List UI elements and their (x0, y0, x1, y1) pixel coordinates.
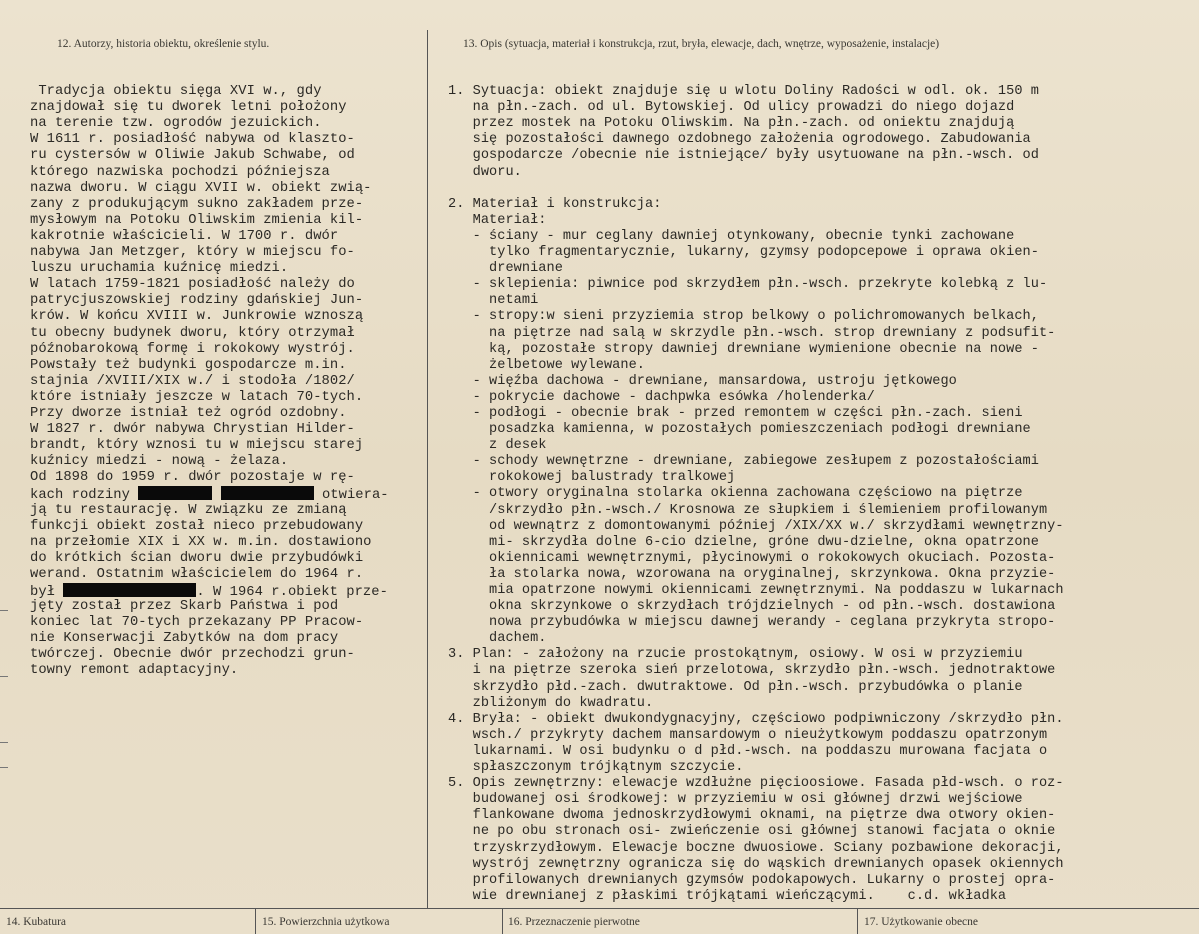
text-line: Od 1898 do 1959 r. dwór pozostaje w rę- (30, 470, 355, 486)
usable-area-label: 15. Powierzchnia użytkowa (262, 916, 390, 928)
text-line: mia opatrzone nowymi okiennicami zewnętrznymi. Na poddaszu w lukarnach (448, 583, 1064, 598)
text-fragment: . W 1964 r.obiekt prze- (196, 585, 388, 600)
edge-mark (0, 742, 8, 743)
column-divider (427, 30, 428, 908)
text-line: 4. Bryła: - obiekt dwukondygnacyjny, częściowo podpiwniczony /skrzydło płn. (448, 711, 1064, 727)
text-line: patrycjuszowskiej rodziny gdańskiej Jun- (30, 293, 364, 309)
text-line: Tradycja obiektu sięga XVI w., gdy (30, 84, 322, 100)
text-line: drewniane (448, 261, 563, 277)
text-line: gospodarcze /obecnie nie istniejące/ były usytuowane na płn.-wsch. od (448, 148, 1039, 164)
text-line: posadzka kamienna, w pozostałych pomieszczeniach podłogi drewniane (448, 422, 1031, 438)
text-line: 3. Plan: - założony na rzucie prostokątnym, osiowy. W osi w przyziemiu (448, 647, 1023, 663)
text-line: zany z produkującym sukno zakładem prze- (30, 196, 364, 212)
text-line: Materiał: (448, 212, 547, 228)
text-line: późnobarokową formę i rokokowy wystrój. (30, 341, 355, 357)
footer-divider (0, 908, 1199, 909)
text-line: wsch./ przykryty dachem mansardowym o nieużytkowym poddaszu opatrzonym (448, 727, 1048, 743)
text-line: lukarnami. W osi budynku o d płd.-wsch. na poddaszu murowana facjata o (448, 743, 1048, 759)
text-line: spłaszczonym trójkątnym szczycie. (448, 760, 744, 776)
text-line: nabywa Jan Metzger, który w miejscu fo- (30, 245, 355, 261)
text-fragment: otwiera- (313, 488, 389, 504)
text-line: ne po obu stronach osi- zwieńczenie osi głównej stanowi facjata o oknie (448, 824, 1056, 840)
text-line: - stropy:w sieni przyziemia strop belkowy o polichromowanych belkach, (448, 309, 1039, 325)
text-line: na piętrze nad salą w skrzydle płn.-wsch. strop drewniany z podsufit- (448, 325, 1056, 341)
text-line (448, 181, 1064, 197)
text-line: stajnia /XVIII/XIX w./ i stodoła /1802/ (30, 373, 355, 389)
text-line: W 1611 r. posiadłość nabywa od klaszto- (30, 132, 355, 148)
text-line: okiennicami wewnętrznymi, płycinowymi o rokokowych okuciach. Pozosta- (448, 550, 1056, 566)
original-purpose-label: 16. Przeznaczenie pierwotne (508, 916, 640, 928)
text-line: żelbetowe wylewane. (448, 357, 645, 373)
text-line: na płn.-zach. od ul. Bytowskiej. Od ulicy prowadzi do niego dojazd (448, 100, 1015, 116)
text-line: ją tu restaurację. W związku ze zmianą (30, 502, 347, 518)
text-fragment: kach rodziny (30, 488, 139, 504)
text-line: okna skrzynkowe o skrzydłach trójdzielnych - od płn.-wsch. dostawiona (448, 599, 1056, 615)
text-line-redacted (30, 583, 389, 599)
text-line: rokokowej balustrady tralkowej (448, 470, 736, 486)
cubature-label: 14. Kubatura (6, 916, 67, 928)
text-line: kuźnicy miedzi - nową - żelaza. (30, 454, 289, 470)
text-line: ru cystersów w Oliwie Jakub Schwabe, od (30, 148, 355, 164)
text-line: i na piętrze szeroka sień przelotowa, skrzydło płn.-wsch. jednotraktowe (448, 663, 1056, 679)
text-line: - otwory oryginalna stolarka okienna zachowana częściowo na piętrze (448, 486, 1023, 502)
text-line: kakrotnie właścicieli. W 1700 r. dwór (30, 228, 339, 244)
redaction-bar (221, 486, 314, 500)
text-line: którego nazwiska pochodzi późniejsza (30, 164, 330, 180)
text-line: /skrzydło płn.-wsch./ Krosnowa ze słupkiem i ślemieniem profilowanym (448, 502, 1048, 518)
text-line: Powstały też budynki gospodarcze m.in. (30, 357, 347, 373)
text-line: wystrój zewnętrzny ogranicza się do wąskich drewnianych opasek okiennych (448, 856, 1064, 872)
text-line: werand. Ostatnim właścicielem do 1964 r. (30, 566, 364, 582)
text-line: W 1827 r. dwór nabywa Chrystian Hilder- (30, 422, 355, 438)
text-line: na terenie tzw. ogrodów jezuickich. (30, 116, 322, 132)
text-line: 1. Sytuacja: obiekt znajduje się u wlotu Doliny Radości w odl. ok. 150 m (448, 84, 1039, 100)
text-line: wie drewnianej z płaskimi trójkątami wieńczącymi. c.d. wkładka (448, 888, 1007, 904)
text-line: - ściany - mur ceglany dawniej otynkowany, obecnie tynki zachowane (448, 228, 1015, 244)
text-line: skrzydło płd.-zach. dwutraktowe. Od płn.-wsch. przybudówka o planie (448, 679, 1023, 695)
text-line: 2. Materiał i konstrukcja: (448, 196, 662, 212)
text-line: funkcji obiekt został nieco przebudowany (30, 518, 364, 534)
text-line: dworu. (448, 164, 522, 180)
text-line: twórczej. Obecnie dwór przechodzi grun- (30, 647, 355, 663)
current-use-label: 17. Użytkowanie obecne (864, 916, 979, 928)
text-line: - podłogi - obecnie brak - przed remontem w części płn.-zach. sieni (448, 405, 1023, 421)
text-line: zbliżonym do kwadratu. (448, 695, 654, 711)
text-line: nie Konserwacji Zabytków na dom pracy (30, 631, 339, 647)
text-line: profilowanych drewnianych gzymsów podokapowych. Lukarny o prostej opra- (448, 872, 1056, 888)
text-line: do krótkich ścian dworu dwie przybudówki (30, 550, 364, 566)
text-line: przez mostek na Potoku Oliwskim. Na płn.-zach. od oniektu znajdują (448, 116, 1015, 132)
text-line: - sklepienia: piwnice pod skrzydłem płn.-wsch. przekryte kolebką z lu- (448, 277, 1048, 293)
text-line: koniec lat 70-tych przekazany PP Pracow- (30, 615, 364, 631)
text-line: budowanej osi środkowej: w przyziemiu w osi głównej drzwi wejściowe (448, 792, 1023, 808)
text-line: mi- skrzydła dolne 6-cio dzielne, gróne dwu-dzielne, okna opatrzone (448, 534, 1039, 550)
text-line: luszu uruchamia kuźnicę miedzi. (30, 261, 289, 277)
text-line: nazwa dworu. W ciągu XVII w. obiekt zwią- (30, 180, 372, 196)
text-line: od wewnątrz z domontowanymi później /XIX/XX w./ skrzydłami wewnętrzny- (448, 518, 1064, 534)
text-line: znajdował się tu dworek letni położony (30, 100, 347, 116)
text-line: nowa przybudówka w miejscu dawnej werandy - ceglana przykryta stropo- (448, 615, 1056, 631)
history-text (30, 68, 389, 680)
text-line: z desek (448, 438, 547, 454)
text-line: Przy dworze istniał też ogród ozdobny. (30, 405, 347, 421)
text-line: trzyskrzydłowym. Elewacje boczne dwuosiowe. Sciany pozbawione dekoracji, (448, 840, 1064, 856)
footer-cell-divider (502, 908, 503, 934)
text-line: ką, pozostałe stropy dawniej drewniane wymienione obecnie na nowe - (448, 341, 1039, 357)
text-line: które istniały jeszcze w latach 70-tych. (30, 389, 364, 405)
text-line: tylko fragmentarycznie, lukarny, gzymsy podopcepowe i oprawa okien- (448, 245, 1039, 261)
text-line: krów. W końcu XVIII w. Junkrowie wznoszą (30, 309, 364, 325)
text-line: mysłowym na Potoku Oliwskim zmienia kil- (30, 212, 364, 228)
text-line: 5. Opis zewnętrzny: elewacje wzdłużne pięcioosiowe. Fasada płd-wsch. o roz- (448, 776, 1064, 792)
text-line: towny remont adaptacyjny. (30, 663, 239, 679)
footer-cell-divider (255, 908, 256, 934)
text-line: brandt, który wznosi tu w miejscu starej (30, 438, 364, 454)
edge-mark (0, 610, 8, 611)
text-fragment: był (30, 585, 64, 600)
text-line: dachem. (448, 631, 547, 647)
text-line: tu obecny budynek dworu, który otrzymał (30, 325, 355, 341)
text-line: na przełomie XIX i XX w. m.in. dostawiono (30, 534, 372, 550)
text-line: flankowane dwoma jednoskrzydłowymi oknami, na piętrze dwa otwory okien- (448, 808, 1056, 824)
text-line: ła stolarka nowa, wzorowana na oryginalnej, skrzynkowa. Okna przyzie- (448, 566, 1056, 582)
section-13-header: 13. Opis (sytuacja, materiał i konstrukcja, rzut, bryła, elewacje, dach, wnętrze, wyposażenie, instalacje) (463, 38, 940, 50)
redaction-bar (63, 583, 196, 597)
text-line: - więźba dachowa - drewniane, mansardowa, ustroju jętkowego (448, 373, 957, 389)
text-line: W latach 1759-1821 posiadłość należy do (30, 277, 355, 293)
description-text (448, 68, 1064, 905)
text-line: netami (448, 293, 539, 309)
text-line-redacted (30, 486, 389, 502)
edge-mark (0, 676, 8, 677)
edge-mark (0, 767, 8, 768)
section-12-header: 12. Autorzy, historia obiektu, określenie stylu. (57, 38, 270, 50)
text-line: się pozostałości dawnego ozdobnego założenia ogrodowego. Zabudowania (448, 132, 1031, 148)
redaction-bar (138, 486, 212, 500)
text-line: - schody wewnętrzne - drewniane, zabiegowe zesłupem z pozostałościami (448, 454, 1039, 470)
text-line: - pokrycie dachowe - dachpwka esówka /holenderka/ (448, 389, 875, 405)
footer-cell-divider (857, 908, 858, 934)
text-line: jęty został przez Skarb Państwa i pod (30, 599, 339, 615)
